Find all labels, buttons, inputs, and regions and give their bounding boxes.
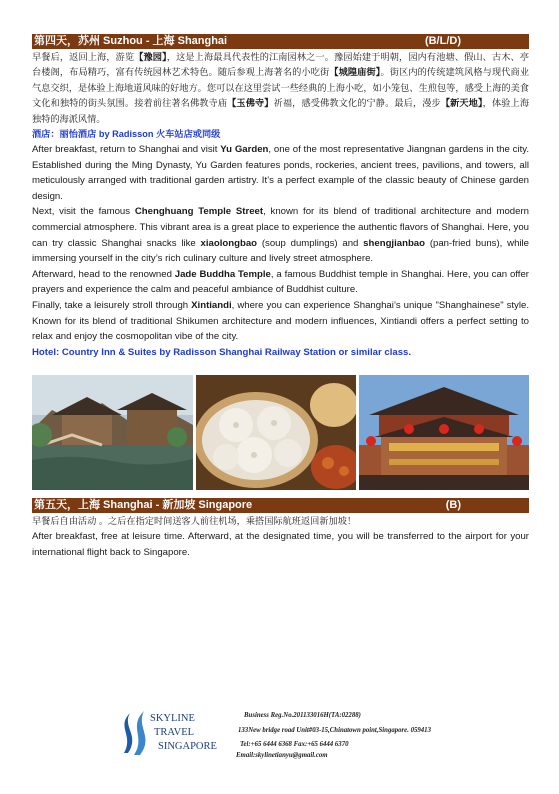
- skyline-logo-icon: [124, 711, 146, 755]
- day5-english-description: After breakfast, free at leisure time. Afterward, at the designated time, you will be transferred to the airport for your international flight back to Singapore.: [32, 531, 529, 558]
- day4-meals: (B/L/D): [424, 35, 461, 47]
- logo-line-1: SKYLINE: [150, 713, 195, 724]
- day4-heading-bar: [32, 34, 529, 49]
- chenghuang-temple-photo: [359, 375, 529, 490]
- day4-en-paragraph-3: Afterward, head to the renowned Jade Buddha Temple, a famous Buddhist temple in Shanghai. Here, you can offer prayers and experience the calm and peaceful ambiance of Buddhist culture.: [32, 268, 529, 296]
- day4-section: [32, 34, 529, 490]
- day4-hotel-chinese: 酒店：丽怡酒店 by Radisson 火车站店或同级: [32, 129, 221, 140]
- day4-en-paragraph-4: Finally, take a leisurely stroll through Xintiandi, where you can experience Shanghai’s unique "Shanghainese" style. Known for its blend of traditional Shikumen architecture and modern influences, Xintiandi offers a perfect setting to relax and enjoy the cosmopolitan vibe of the city.: [32, 299, 529, 343]
- day5-meals: (B): [445, 499, 461, 511]
- yu-garden-term: Yu Garden: [220, 144, 269, 156]
- day4-hotel-english: Hotel: Country Inn & Suites by Radisson Shanghai Railway Station or similar class.: [32, 346, 412, 358]
- xintiandi-term: Xintiandi: [191, 299, 232, 311]
- company-phone: Tel:+65 6444 6368 Fax:+65 6444 6370: [240, 741, 349, 748]
- footer-graphic: [114, 705, 474, 765]
- highlight-jade-buddha: 【玉佛寺】: [227, 98, 274, 109]
- soup-dumplings-photo: [196, 375, 356, 490]
- jade-buddha-term: Jade Buddha Temple: [174, 268, 271, 280]
- company-email: Email:skylinetianyu@gmail.com: [236, 752, 328, 759]
- photo-strip: [32, 375, 529, 490]
- logo-line-2: TRAVEL: [154, 727, 195, 738]
- day5-chinese-description: 早餐后自由活动 。之后在指定时间送客人前往机场，乘搭国际航班返回新加坡！: [32, 516, 357, 526]
- highlight-yu-garden: 【豫园】: [134, 52, 167, 62]
- shengjianbao-term: shengjianbao: [363, 237, 426, 249]
- xiaolongbao-term: xiaolongbao: [200, 237, 258, 249]
- day5-heading: 第五天，上海 Shanghai - 新加坡 Singapore: [34, 499, 253, 511]
- chenghuang-term: Chenghuang Temple Street: [134, 206, 264, 218]
- highlight-xintiandi: 【新天地】: [440, 98, 483, 109]
- day4-heading: 第四天，苏州 Suzhou - 上海 Shanghai: [34, 35, 228, 47]
- day5-section: [32, 498, 529, 561]
- business-reg: Business Reg.No.201133016H(TA:02288): [244, 712, 361, 719]
- day4-en-paragraph-1: After breakfast, return to Shanghai and visit Yu Garden, one of the most representative Jiangnan gardens in the city. Established during the Ming Dynasty, Yu Garden features ponds, rockeries, ancient trees, pavilions, and towers, all meticulously arranged with traditional garden artistry. It’s a perfect example of the classic beauty of Chinese garden design.: [32, 144, 529, 202]
- yu-garden-photo: [32, 375, 193, 490]
- day4-chinese-description: 早餐后，返回上海，游览【豫园】，这是上海最具代表性的江南园林之一。豫园始建于明朝，园内有池塘、假山、古木、亭台楼阁，布局精巧，富有传统园林艺术特色。随后参观上海著名的小吃街【城隍庙街】。街区内的传统建筑风格与现代商业气息交织，是体验上海地道风味的好地方。您可以在这里尝试一些经典的上海小吃，如小笼包、生煎包等，感受上海的美食文化和独特的街头氛围。接着前往著名佛教寺庙【玉佛寺】祈福，感受佛教文化的宁静。最后，漫步【新天地】，体验上海独特的海派风情。: [32, 52, 530, 124]
- company-footer: [114, 705, 474, 765]
- logo-line-3: SINGAPORE: [158, 741, 217, 752]
- company-address: 133New bridge road Unit#03-15,Chinatown point,Singapore. 059413: [238, 727, 431, 734]
- highlight-chenghuang: 【城隍庙街】: [329, 67, 381, 78]
- day4-en-paragraph-2: Next, visit the famous Chenghuang Temple Street, known for its blend of traditional architecture and modern commercial atmosphere. This vibrant area is a great place to experience the authentic flavors of Shanghai. Here, you can try classic Shanghai snacks like xiaolongbao (soup dumplings) and shengjianbao (pan-fried buns), while immersing yourself in the city’s rich culinary culture and lively street atmosphere.: [32, 206, 530, 265]
- day5-heading-bar: [32, 498, 529, 513]
